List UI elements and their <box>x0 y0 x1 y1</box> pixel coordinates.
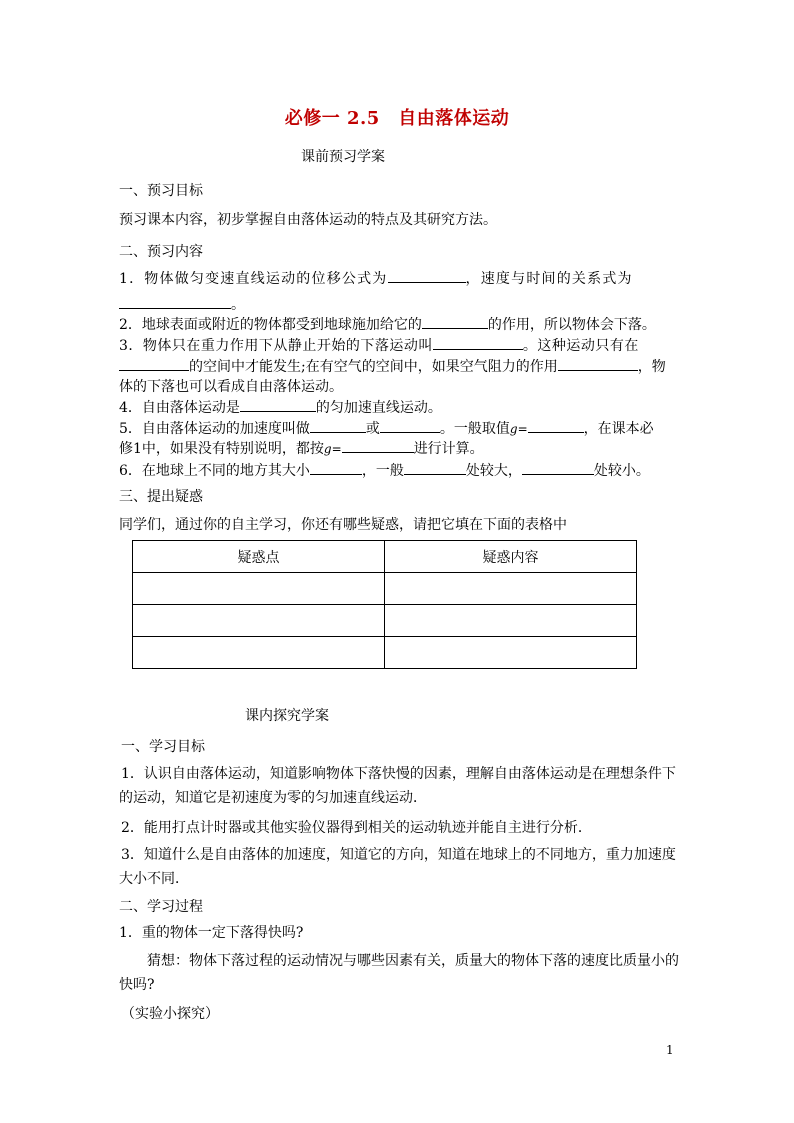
table-cell[interactable] <box>385 605 637 637</box>
answer-blank[interactable] <box>528 418 584 433</box>
answer-blank[interactable] <box>522 460 594 475</box>
doubt-heading: 三、提出疑惑 <box>119 489 203 505</box>
question-1-line-2: 。 <box>119 294 245 314</box>
answer-blank[interactable] <box>240 397 316 412</box>
table-cell[interactable] <box>133 637 385 669</box>
answer-blank[interactable] <box>404 460 466 475</box>
page-number: 1 <box>666 1043 674 1057</box>
answer-blank[interactable] <box>310 418 366 433</box>
table-cell[interactable] <box>133 573 385 605</box>
question-4: 4．自由落体运动是 的匀加速直线运动。 <box>119 397 442 417</box>
question-2: 2．地球表面或附近的物体都受到地球施加给它的 的作用，所以物体会下落。 <box>119 314 656 334</box>
answer-blank[interactable] <box>342 438 414 453</box>
table-header-cell: 疑惑内容 <box>385 541 637 573</box>
table-row <box>133 605 637 637</box>
preview-goal-text: 预习课本内容，初步掌握自由落体运动的特点及其研究方法。 <box>119 212 497 228</box>
answer-blank[interactable] <box>558 356 638 371</box>
answer-blank[interactable] <box>310 460 362 475</box>
answer-blank[interactable] <box>380 418 440 433</box>
process-item-3: （实验小探究） <box>121 1006 219 1022</box>
question-5-line-2: 修1中，如果没有特别说明，都按g= 进行计算。 <box>119 438 484 458</box>
answer-blank[interactable] <box>119 356 189 371</box>
answer-blank[interactable] <box>388 268 466 283</box>
inclass-goal-3-line-2: 大小不同． <box>119 871 189 887</box>
process-item-1: 1．重的物体一定下落得快吗? <box>119 925 304 941</box>
process-item-2-line-1: 猜想：物体下落过程的运动情况与哪些因素有关，质量大的物体下落的速度比质量小的 <box>147 953 679 969</box>
doubt-text: 同学们，通过你的自主学习，你还有哪些疑惑，请把它填在下面的表格中 <box>119 517 567 533</box>
inclass-goal-2: 2．能用打点计时器或其他实验仪器得到相关的运动轨迹并能自主进行分析． <box>121 820 592 836</box>
process-item-2-line-2: 快吗? <box>119 977 155 993</box>
question-3-line-2: 的空间中才能发生;在有空气的空间中，如果空气阻力的作用 ，物 <box>119 356 666 376</box>
inclass-goal-1-line-2: 的运动，知道它是初速度为零的匀加速直线运动． <box>119 790 427 806</box>
section-subtitle-inclass: 课内探究学案 <box>245 708 329 724</box>
preview-goal-heading: 一、预习目标 <box>119 183 203 199</box>
table-row <box>133 637 637 669</box>
table-cell[interactable] <box>133 605 385 637</box>
question-5-line-1: 5．自由落体运动的加速度叫做 或 。一般取值g= ，在课本必 <box>119 418 654 438</box>
answer-blank[interactable] <box>119 294 231 309</box>
question-3-line-3: 体的下落也可以看成自由落体运动。 <box>119 379 343 395</box>
table-cell[interactable] <box>385 573 637 605</box>
question-1-line-1: 1．物体做匀变速直线运动的位移公式为 ，速度与时间的关系式为 <box>119 268 633 288</box>
preview-content-heading: 二、预习内容 <box>119 244 203 260</box>
answer-blank[interactable] <box>433 335 523 350</box>
question-3-line-1: 3．物体只在重力作用下从静止开始的下落运动叫 。这种运动只有在 <box>119 335 639 355</box>
section-subtitle-preview: 课前预习学案 <box>301 149 385 165</box>
table-header-cell: 疑惑点 <box>133 541 385 573</box>
table-cell[interactable] <box>385 637 637 669</box>
page-title: 必修一 2.5 自由落体运动 <box>284 108 510 129</box>
doubt-table <box>132 540 637 669</box>
inclass-goal-1-line-1: 1．认识自由落体运动，知道影响物体下落快慢的因素，理解自由落体运动是在理想条件下 <box>121 766 676 782</box>
table-header-row <box>133 541 637 573</box>
inclass-goal-heading: 一、学习目标 <box>121 739 205 755</box>
table-row <box>133 573 637 605</box>
answer-blank[interactable] <box>422 314 488 329</box>
inclass-goal-3-line-1: 3．知道什么是自由落体的加速度，知道它的方向，知道在地球上的不同地方，重力加速度 <box>121 847 676 863</box>
question-6: 6．在地球上不同的地方其大小 ，一般 处较大， 处较小。 <box>119 460 650 480</box>
process-heading: 二、学习过程 <box>119 899 203 915</box>
